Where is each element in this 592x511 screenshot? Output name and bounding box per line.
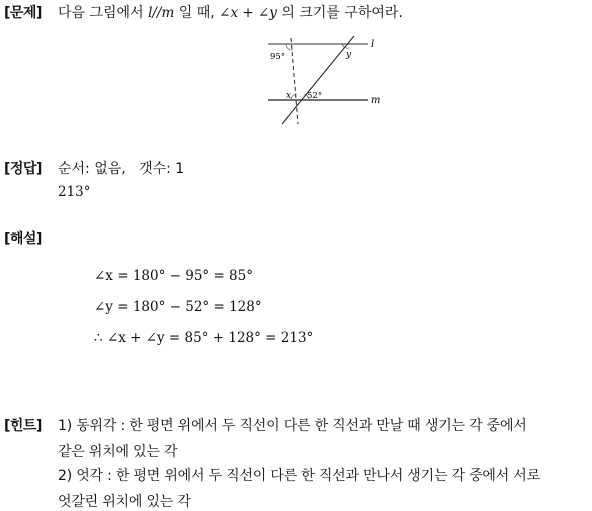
solid-transversal	[282, 36, 354, 124]
solution-line-1: ∠x = 180° − 95° = 85°	[94, 268, 253, 284]
hint-2-line-2: 엇갈린 위치에 있는 각	[58, 494, 191, 510]
parallel-lines-figure	[260, 32, 390, 127]
answer-meta	[58, 158, 184, 178]
answer-count: 갯수: 1	[139, 161, 185, 177]
hint-2-line-1: 2) 엇각 : 한 평면 위에서 두 직선이 다른 한 직선과 만나서 생기는 각 중에서 서로	[58, 468, 540, 484]
problem-text-mid: 일 때,	[178, 5, 215, 21]
label-angle-95: 95°	[270, 52, 286, 62]
solution-line-2: ∠y = 180° − 52° = 128°	[94, 299, 262, 315]
problem-text-prefix: 다음 그림에서	[58, 5, 144, 21]
hint-label: [힌트]	[4, 418, 42, 434]
hint-1-line-2: 같은 위치에 있는 각	[58, 444, 178, 460]
problem-text-suffix: 의 크기를 구하여라.	[281, 5, 403, 21]
answer-value: 213°	[58, 184, 91, 200]
label-angle-y: y	[346, 50, 352, 60]
label-angle-x: x	[286, 91, 292, 101]
problem-statement	[58, 2, 403, 22]
hint-1-line-1: 1) 동위각 : 한 평면 위에서 두 직선이 다른 한 직선과 만날 때 생기는 각 중에서	[58, 418, 527, 434]
label-l: l	[371, 39, 375, 50]
solution-label: [해설]	[4, 231, 42, 247]
label-angle-52: 52°	[307, 91, 323, 101]
label-m: m	[371, 95, 381, 106]
answer-label: [정답]	[4, 161, 42, 177]
angle-sum-expression: ∠x + ∠y	[219, 5, 277, 21]
parallel-expression: l//m	[148, 5, 175, 21]
problem-label: [문제]	[4, 5, 42, 21]
solution-line-3: ∴ ∠x + ∠y = 85° + 128° = 213°	[94, 330, 314, 346]
answer-order: 순서: 없음,	[58, 161, 126, 177]
